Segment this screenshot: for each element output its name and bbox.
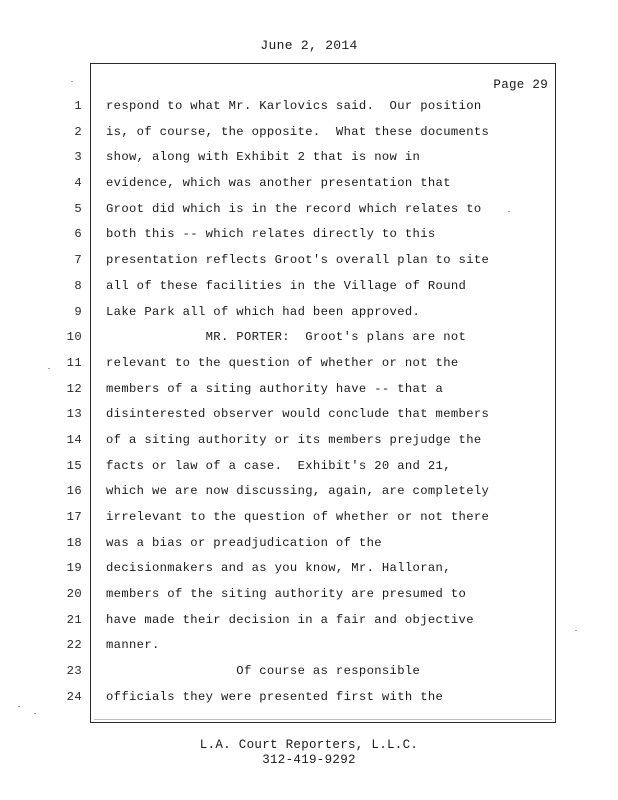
line-text: of a siting authority or its members prejudge the [106,432,482,447]
line-number: 1 [74,99,82,113]
transcript-line [0,608,618,634]
transcript-line [0,248,618,274]
line-text: relevant to the question of whether or not the [106,355,459,370]
transcript-line [0,479,618,505]
line-text: Groot did which is in the record which relates to [106,201,482,216]
line-number: 21 [66,612,82,627]
transcript-line [0,351,618,377]
scan-speck [34,713,36,714]
line-number: 2 [74,124,82,139]
transcript-line [0,94,618,120]
line-number: 19 [66,561,82,576]
line-text: officials they were presented first with the [106,689,444,704]
line-text: is, of course, the opposite. What these documents [106,124,490,139]
line-number: 10 [66,330,82,345]
line-text: show, along with Exhibit 2 that is now in [106,150,421,165]
line-text: MR. PORTER: Groot's plans are not [106,330,467,345]
transcript-line [0,659,618,685]
line-text: presentation reflects Groot's overall plan to site [106,253,490,268]
transcript-line [0,633,618,659]
line-text: members of a siting authority have -- that a [106,381,444,396]
transcript-line [0,402,618,428]
line-number: 17 [66,510,82,524]
transcript-line [0,145,618,171]
line-number: 23 [66,664,82,679]
header-date: June 2, 2014 [260,38,358,53]
line-text: manner. [106,638,160,653]
line-text: which we are now discussing, again, are completely [106,484,490,499]
page-number: Page 29 [493,78,548,92]
scan-speck [71,81,73,82]
line-text: respond to what Mr. Karlovics said. Our position [106,99,482,113]
line-text: was a bias or preadjudication of the [106,535,382,550]
line-text: evidence, which was another presentation that [106,176,451,191]
line-number: 16 [66,484,82,499]
line-number: 24 [66,689,82,704]
line-number: 11 [66,355,82,370]
line-text: have made their decision in a fair and objective [106,612,474,627]
footer [0,738,618,768]
line-number: 14 [66,432,82,447]
line-text: members of the siting authority are presumed to [106,587,467,602]
line-number: 6 [74,227,82,242]
scan-speck [508,211,510,212]
line-number: 8 [74,278,82,293]
scan-speck [18,706,20,707]
line-text: facts or law of a case. Exhibit's 20 and 21, [106,458,451,473]
transcript-line [0,582,618,608]
line-number: 4 [74,176,82,191]
transcript-line [0,325,618,351]
transcript-line [0,454,618,480]
line-text: both this -- which relates directly to this [106,227,436,242]
footer-company: L.A. Court Reporters, L.L.C. [199,738,419,752]
line-number: 7 [74,253,82,268]
line-text: decisionmakers and as you know, Mr. Halloran, [106,561,451,576]
line-text: Of course as responsible [106,664,421,679]
line-number: 5 [74,201,82,216]
transcript-line [0,505,618,531]
scan-speck [575,630,577,631]
transcript-line [0,197,618,223]
line-text: Lake Park all of which had been approved. [106,304,421,319]
line-number: 22 [66,638,82,653]
transcript-line [0,274,618,300]
transcript-line [0,556,618,582]
scan-speck [48,368,50,369]
line-number: 3 [74,150,82,165]
transcript-line [0,120,618,146]
line-text: all of these facilities in the Village of Round [106,278,467,293]
transcript-line [0,685,618,711]
transcript-lines [0,94,618,711]
transcript-line [0,300,618,326]
line-number: 20 [66,587,82,602]
footer-phone: 312-419-9292 [262,753,356,767]
transcript-line [0,377,618,403]
transcript-line [0,531,618,557]
line-number: 18 [66,535,82,550]
line-text: disinterested observer would conclude that members [106,407,490,422]
transcript-line [0,171,618,197]
line-number: 12 [66,381,82,396]
line-text: irrelevant to the question of whether or not there [106,510,490,524]
line-number: 13 [66,407,82,422]
transcript-line [0,222,618,248]
transcript-line [0,428,618,454]
line-number: 15 [66,458,82,473]
line-number: 9 [74,304,82,319]
